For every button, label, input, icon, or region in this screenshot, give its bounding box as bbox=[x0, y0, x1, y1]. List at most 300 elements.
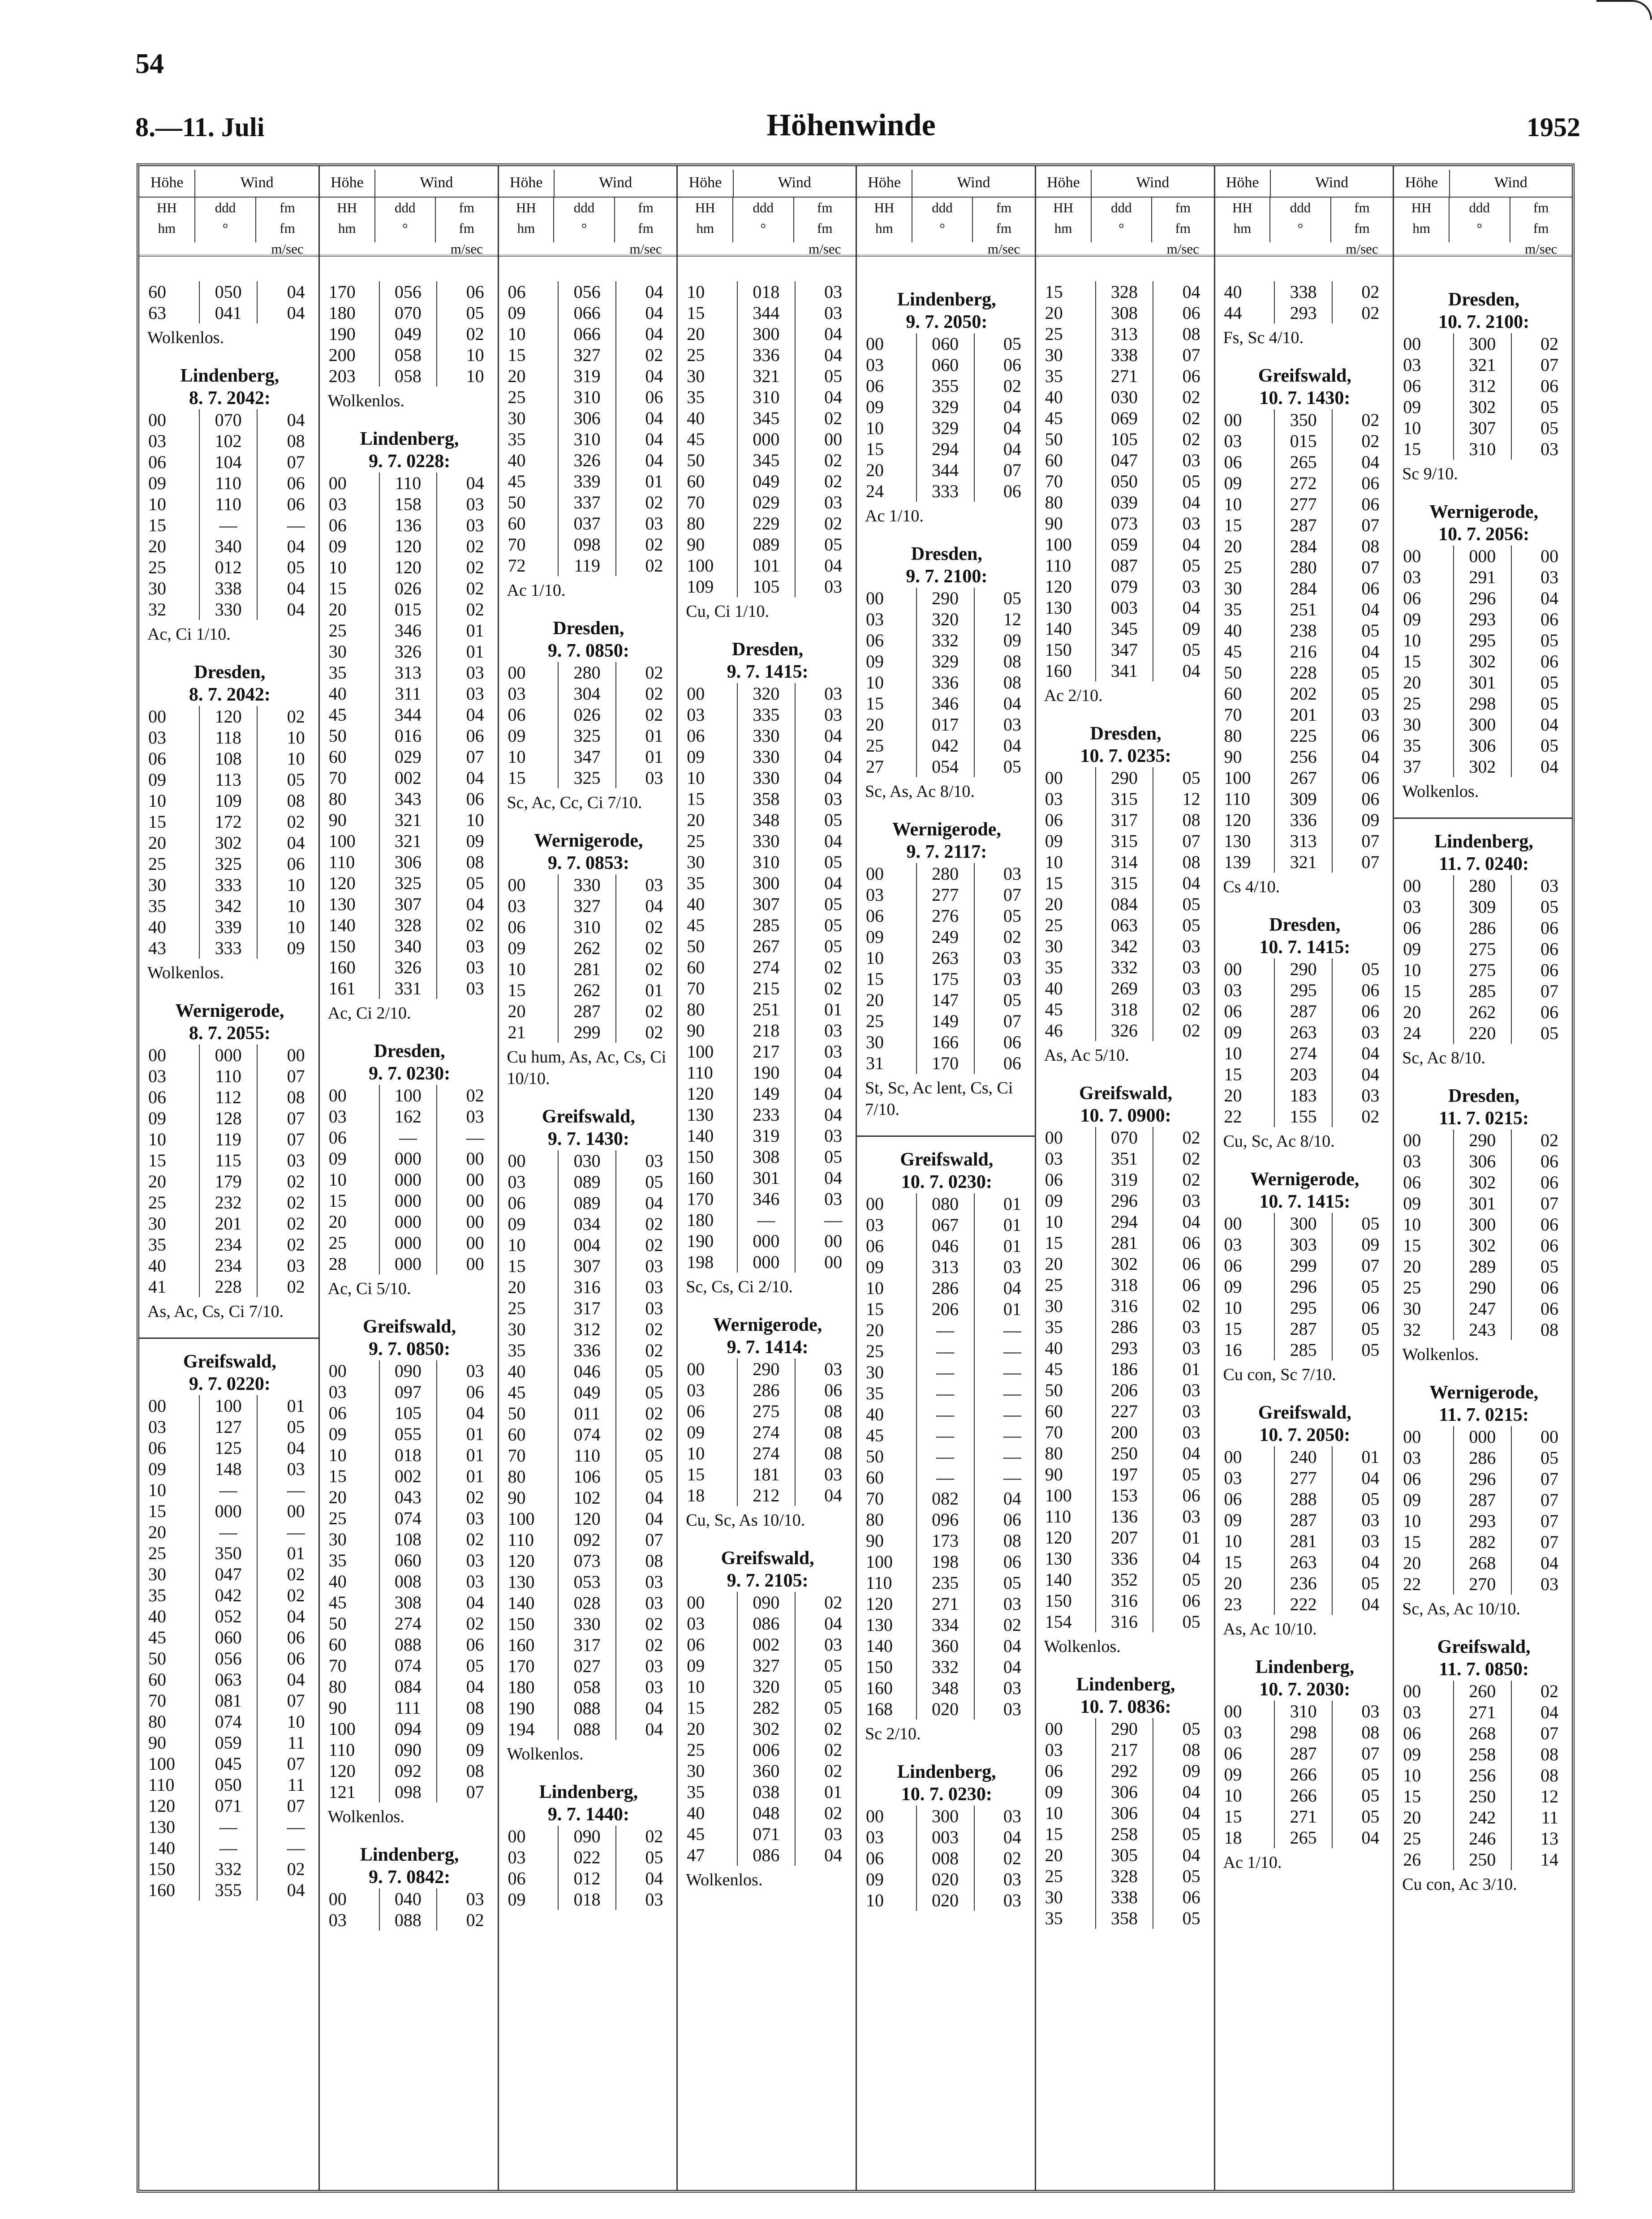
direction-value: 084 bbox=[1095, 894, 1154, 915]
speed-value: 02 bbox=[824, 408, 843, 428]
data-row bbox=[1400, 439, 1567, 460]
direction-value: 102 bbox=[199, 430, 258, 452]
direction-value: 060 bbox=[379, 1550, 438, 1571]
data-row bbox=[684, 344, 851, 366]
speed-value: 08 bbox=[1361, 1722, 1380, 1742]
data-row bbox=[505, 1889, 672, 1910]
direction-value: 336 bbox=[1274, 809, 1333, 830]
direction-value: 339 bbox=[558, 471, 616, 492]
direction-value: 049 bbox=[737, 471, 796, 492]
direction-value: 321 bbox=[379, 830, 438, 851]
speed-value: 00 bbox=[287, 1045, 305, 1065]
direction-value: 326 bbox=[558, 450, 616, 471]
speed-value: 04 bbox=[287, 1438, 305, 1458]
direction-value: 110 bbox=[199, 494, 258, 515]
speed-value: 10 bbox=[287, 1712, 305, 1732]
speed-value: 05 bbox=[645, 1172, 663, 1192]
direction-value: — bbox=[916, 1362, 975, 1383]
data-row bbox=[1042, 366, 1209, 387]
data-row bbox=[1222, 409, 1389, 430]
height-value: 80 bbox=[1045, 492, 1063, 512]
speed-value: 05 bbox=[1361, 1489, 1380, 1509]
speed-value: 03 bbox=[824, 1359, 843, 1379]
direction-value: 293 bbox=[1453, 609, 1512, 630]
height-value: 09 bbox=[148, 1108, 166, 1128]
height-value: 03 bbox=[1224, 1234, 1242, 1255]
height-value: 00 bbox=[328, 1361, 347, 1381]
height-value: 20 bbox=[148, 1522, 166, 1542]
direction-value: 325 bbox=[558, 725, 616, 746]
speed-value: 12 bbox=[1003, 609, 1021, 629]
speed-value: 05 bbox=[824, 894, 843, 914]
speed-value: 04 bbox=[645, 1698, 663, 1718]
direction-value: 216 bbox=[1274, 641, 1333, 662]
header-ddd: ddd ° bbox=[1092, 198, 1153, 242]
height-value: 00 bbox=[866, 1194, 884, 1214]
data-row bbox=[1222, 536, 1389, 557]
height-value: 25 bbox=[866, 1341, 884, 1361]
station-datetime: 9. 7. 1415: bbox=[727, 662, 809, 682]
data-row bbox=[1222, 1234, 1389, 1255]
table-column bbox=[318, 166, 498, 2190]
height-value: 130 bbox=[1045, 598, 1072, 618]
height-value: 110 bbox=[1045, 1506, 1071, 1527]
speed-value: 02 bbox=[645, 1403, 663, 1423]
height-value: 40 bbox=[1224, 620, 1242, 641]
direction-value: 008 bbox=[916, 1848, 975, 1869]
height-value: 03 bbox=[1403, 897, 1421, 917]
column-header bbox=[1394, 170, 1572, 257]
height-value: 03 bbox=[508, 684, 526, 704]
data-row bbox=[505, 1298, 672, 1319]
data-row bbox=[326, 1634, 493, 1655]
speed-value: 02 bbox=[1361, 303, 1380, 323]
height-value: 15 bbox=[1045, 1233, 1063, 1253]
direction-value: 041 bbox=[199, 302, 258, 323]
height-value: 03 bbox=[1403, 1448, 1421, 1468]
data-row bbox=[326, 894, 493, 915]
height-value: 03 bbox=[1224, 1468, 1242, 1488]
height-value: 160 bbox=[687, 1168, 714, 1188]
data-row bbox=[684, 1485, 851, 1506]
speed-value: 03 bbox=[1003, 1678, 1021, 1698]
height-value: 203 bbox=[328, 366, 356, 386]
speed-value: 05 bbox=[824, 366, 843, 386]
height-value: 09 bbox=[1403, 609, 1421, 629]
direction-value: 170 bbox=[916, 1053, 975, 1074]
direction-value: 286 bbox=[737, 1380, 796, 1401]
direction-value: 271 bbox=[1095, 366, 1154, 387]
data-row bbox=[863, 1425, 1030, 1446]
height-value: 10 bbox=[508, 747, 526, 767]
data-row bbox=[1400, 896, 1567, 917]
speed-value: 02 bbox=[1182, 1127, 1200, 1148]
height-value: 25 bbox=[148, 854, 166, 874]
height-value: 09 bbox=[866, 1257, 884, 1277]
direction-value: 120 bbox=[199, 706, 258, 727]
header-hh: HH hm bbox=[1215, 198, 1271, 242]
direction-value: 227 bbox=[1095, 1401, 1154, 1422]
speed-value: 04 bbox=[824, 1613, 843, 1634]
direction-value: 271 bbox=[1453, 1702, 1512, 1723]
height-value: 03 bbox=[866, 1215, 884, 1235]
column-body bbox=[678, 257, 856, 1900]
station-heading bbox=[146, 365, 314, 409]
speed-value: 12 bbox=[1540, 1786, 1559, 1806]
data-row bbox=[1400, 1510, 1567, 1531]
height-value: 06 bbox=[508, 1868, 526, 1888]
speed-value: 02 bbox=[824, 1761, 843, 1781]
data-row bbox=[505, 1487, 672, 1508]
data-row bbox=[146, 281, 314, 302]
data-row bbox=[1400, 1193, 1567, 1214]
data-row bbox=[863, 651, 1030, 672]
height-value: 15 bbox=[687, 789, 705, 809]
height-value: 50 bbox=[508, 1403, 526, 1423]
height-value: 100 bbox=[687, 555, 714, 576]
speed-value: 06 bbox=[1182, 1887, 1200, 1907]
station-datetime: 10. 7. 0900: bbox=[1080, 1105, 1171, 1126]
speed-value: 05 bbox=[466, 303, 484, 323]
direction-value: 286 bbox=[916, 1277, 975, 1299]
station-datetime: 11. 7. 0215: bbox=[1439, 1405, 1529, 1425]
station-heading bbox=[1222, 1402, 1389, 1446]
height-value: 20 bbox=[328, 1487, 347, 1507]
speed-value: 03 bbox=[645, 1889, 663, 1909]
cloud-note: Sc, As, Ac 8/10. bbox=[865, 782, 975, 801]
sounding-block bbox=[863, 543, 1030, 811]
station-heading bbox=[1042, 1673, 1209, 1718]
header-ddd: ddd ° bbox=[733, 198, 794, 242]
data-row bbox=[863, 1341, 1030, 1362]
speed-value: 00 bbox=[287, 1501, 305, 1521]
data-row bbox=[1400, 1786, 1567, 1807]
direction-value: 300 bbox=[1274, 1213, 1333, 1234]
data-row bbox=[1222, 302, 1389, 323]
page-number: 54 bbox=[135, 47, 164, 79]
data-row bbox=[1222, 1064, 1389, 1085]
data-row bbox=[505, 1826, 672, 1847]
direction-value: 310 bbox=[1274, 1701, 1333, 1722]
data-row bbox=[1400, 1023, 1567, 1044]
speed-value: 07 bbox=[1361, 852, 1380, 872]
data-row bbox=[863, 1404, 1030, 1425]
direction-value: 287 bbox=[1274, 1318, 1333, 1339]
data-row bbox=[684, 1041, 851, 1062]
station-datetime: 10. 7. 2056: bbox=[1438, 524, 1530, 545]
direction-value: — bbox=[916, 1341, 975, 1362]
direction-value: 345 bbox=[1095, 618, 1154, 639]
data-row bbox=[326, 851, 493, 873]
height-value: 00 bbox=[866, 334, 884, 354]
height-value: 00 bbox=[508, 875, 526, 895]
data-row bbox=[505, 1022, 672, 1043]
direction-value: 333 bbox=[199, 937, 258, 959]
height-value: 35 bbox=[148, 896, 166, 916]
speed-value: 08 bbox=[1182, 1740, 1200, 1760]
direction-value: 290 bbox=[1095, 1718, 1154, 1739]
speed-value: 05 bbox=[1182, 894, 1200, 914]
height-value: 161 bbox=[328, 978, 356, 998]
table-column bbox=[1035, 166, 1214, 2190]
speed-value: 06 bbox=[1182, 1254, 1200, 1274]
data-row bbox=[1222, 683, 1389, 704]
header-wind: Wind bbox=[1136, 174, 1170, 191]
height-value: 90 bbox=[328, 810, 347, 830]
direction-value: 229 bbox=[737, 513, 796, 534]
height-value: 09 bbox=[1045, 1191, 1063, 1211]
data-row bbox=[863, 947, 1030, 968]
direction-value: 249 bbox=[916, 926, 975, 947]
direction-value: 148 bbox=[199, 1458, 258, 1479]
speed-value: — bbox=[1003, 1341, 1021, 1361]
column-subheader-row bbox=[678, 198, 856, 257]
direction-value: 016 bbox=[379, 725, 438, 746]
data-row bbox=[505, 302, 672, 323]
speed-value: 05 bbox=[824, 1147, 843, 1167]
direction-value: 326 bbox=[1095, 1020, 1154, 1041]
direction-value: 108 bbox=[379, 1529, 438, 1550]
data-row bbox=[684, 1083, 851, 1104]
height-value: 03 bbox=[508, 896, 526, 916]
direction-value: 325 bbox=[558, 767, 616, 788]
height-value: 09 bbox=[687, 747, 705, 767]
direction-value: 302 bbox=[1453, 756, 1512, 777]
height-value: 35 bbox=[1045, 1908, 1063, 1928]
data-row bbox=[863, 1551, 1030, 1572]
sounding-block bbox=[505, 281, 672, 610]
direction-value: 088 bbox=[379, 1909, 438, 1931]
direction-value: 060 bbox=[916, 354, 975, 375]
data-row bbox=[863, 1488, 1030, 1509]
direction-value: — bbox=[199, 1479, 258, 1501]
data-row bbox=[863, 1656, 1030, 1677]
direction-value: 046 bbox=[558, 1361, 616, 1382]
data-row bbox=[146, 1564, 314, 1585]
data-row bbox=[146, 769, 314, 790]
station-name: Greifswald, bbox=[1079, 1083, 1173, 1104]
speed-value: 03 bbox=[1003, 714, 1021, 735]
height-value: 20 bbox=[687, 810, 705, 830]
header-ddd: ddd ° bbox=[554, 198, 615, 242]
direction-value: 333 bbox=[916, 481, 975, 502]
speed-value: 05 bbox=[1182, 1824, 1200, 1844]
height-value: 60 bbox=[1045, 1401, 1063, 1421]
data-row bbox=[146, 1276, 314, 1297]
data-row bbox=[684, 450, 851, 471]
speed-value: 01 bbox=[1182, 1359, 1200, 1379]
data-row bbox=[863, 1677, 1030, 1699]
speed-value: 04 bbox=[645, 1488, 663, 1508]
height-value: 10 bbox=[1045, 1803, 1063, 1823]
speed-value: 02 bbox=[1540, 1681, 1559, 1701]
data-row bbox=[146, 494, 314, 515]
height-value: 130 bbox=[328, 894, 356, 914]
direction-value: 251 bbox=[1274, 599, 1333, 620]
speed-value: 05 bbox=[1182, 640, 1200, 660]
data-row bbox=[326, 1781, 493, 1802]
direction-value: 316 bbox=[1095, 1295, 1154, 1316]
direction-value: 228 bbox=[199, 1276, 258, 1297]
direction-value: 042 bbox=[916, 735, 975, 756]
data-row bbox=[863, 1277, 1030, 1299]
height-value: 198 bbox=[687, 1252, 714, 1272]
data-row bbox=[863, 1362, 1030, 1383]
speed-value: 04 bbox=[466, 768, 484, 788]
height-value: 06 bbox=[508, 1193, 526, 1213]
speed-value: 01 bbox=[1003, 1236, 1021, 1256]
speed-value: 03 bbox=[1182, 936, 1200, 956]
speed-value: 04 bbox=[287, 578, 305, 598]
direction-value: 313 bbox=[379, 662, 438, 683]
speed-value: 03 bbox=[466, 1571, 484, 1591]
data-row bbox=[326, 915, 493, 936]
speed-value: 06 bbox=[1361, 726, 1380, 746]
speed-value: 08 bbox=[1003, 1531, 1021, 1551]
direction-value: — bbox=[916, 1425, 975, 1446]
data-row bbox=[505, 471, 672, 492]
height-value: 20 bbox=[148, 1171, 166, 1191]
speed-value: 06 bbox=[1361, 980, 1380, 1000]
direction-value: 186 bbox=[1095, 1359, 1154, 1380]
height-value: 35 bbox=[148, 1585, 166, 1605]
height-value: 20 bbox=[508, 366, 526, 386]
station-heading bbox=[684, 1547, 851, 1592]
direction-value: 006 bbox=[737, 1739, 796, 1760]
speed-value: 10 bbox=[287, 748, 305, 769]
height-value: 25 bbox=[1045, 324, 1063, 344]
height-value: 06 bbox=[1403, 588, 1421, 608]
data-row bbox=[863, 1235, 1030, 1256]
station-datetime: 10. 7. 0230: bbox=[901, 1784, 992, 1805]
direction-value: 153 bbox=[1095, 1485, 1154, 1506]
speed-value: 03 bbox=[1540, 1574, 1559, 1594]
height-value: 09 bbox=[1224, 1277, 1242, 1297]
station-heading bbox=[326, 1316, 493, 1360]
speed-value: 01 bbox=[1182, 1527, 1200, 1548]
direction-value: 084 bbox=[379, 1676, 438, 1697]
direction-value: 277 bbox=[1274, 494, 1333, 515]
data-row bbox=[1222, 1531, 1389, 1552]
height-value: 35 bbox=[328, 662, 347, 683]
column-subheader-row bbox=[1394, 198, 1572, 257]
speed-value: 04 bbox=[1182, 1803, 1200, 1823]
direction-value: 000 bbox=[379, 1232, 438, 1253]
data-row bbox=[1222, 1318, 1389, 1339]
sounding-block bbox=[684, 638, 851, 1307]
speed-value: 04 bbox=[824, 747, 843, 767]
speed-value: 08 bbox=[466, 1698, 484, 1718]
station-name: Greifswald, bbox=[1258, 366, 1351, 386]
speed-value: 07 bbox=[466, 1782, 484, 1802]
direction-value: 330 bbox=[737, 767, 796, 788]
direction-value: 000 bbox=[737, 1230, 796, 1251]
direction-value: 070 bbox=[1095, 1127, 1154, 1148]
data-row bbox=[1400, 1574, 1567, 1595]
speed-value: 04 bbox=[645, 282, 663, 302]
data-row bbox=[1042, 534, 1209, 555]
data-row bbox=[684, 1845, 851, 1866]
data-row bbox=[1400, 1468, 1567, 1489]
direction-value: 086 bbox=[737, 1845, 796, 1866]
direction-value: 073 bbox=[1095, 513, 1154, 534]
header-hoehe: Höhe bbox=[139, 170, 195, 197]
height-value: 100 bbox=[328, 831, 356, 851]
speed-value: 04 bbox=[1182, 598, 1200, 618]
cloud-note: Ac 1/10. bbox=[1223, 1853, 1282, 1872]
height-value: 10 bbox=[1224, 1531, 1242, 1551]
direction-value: 325 bbox=[199, 853, 258, 874]
data-row bbox=[505, 1868, 672, 1889]
data-row bbox=[146, 1501, 314, 1522]
direction-value: 112 bbox=[199, 1087, 258, 1108]
direction-value: 198 bbox=[916, 1551, 975, 1572]
speed-value: 06 bbox=[1540, 1214, 1559, 1234]
data-row bbox=[326, 809, 493, 830]
data-row bbox=[505, 1571, 672, 1592]
direction-value: 000 bbox=[199, 1045, 258, 1066]
speed-value: 02 bbox=[1182, 408, 1200, 428]
speed-value: 02 bbox=[645, 555, 663, 576]
data-row bbox=[1222, 1339, 1389, 1360]
height-value: 140 bbox=[328, 915, 356, 935]
direction-value: 290 bbox=[916, 588, 975, 609]
data-row bbox=[505, 662, 672, 683]
data-row bbox=[146, 1879, 314, 1901]
station-heading bbox=[505, 1105, 672, 1150]
height-value: 00 bbox=[1403, 334, 1421, 354]
speed-value: 05 bbox=[1003, 334, 1021, 354]
height-value: 00 bbox=[1403, 1130, 1421, 1150]
speed-value: — bbox=[1003, 1320, 1021, 1340]
height-value: 45 bbox=[1045, 999, 1063, 1019]
direction-value: 120 bbox=[558, 1508, 616, 1529]
station-heading bbox=[863, 543, 1030, 588]
speed-value: 02 bbox=[287, 1213, 305, 1234]
direction-value: 300 bbox=[1453, 333, 1512, 354]
data-row bbox=[1042, 387, 1209, 408]
speed-value: 06 bbox=[1540, 609, 1559, 629]
direction-value: 300 bbox=[737, 873, 796, 894]
direction-value: 101 bbox=[737, 555, 796, 576]
height-value: 70 bbox=[1045, 471, 1063, 491]
height-value: 06 bbox=[1224, 1001, 1242, 1021]
direction-value: 346 bbox=[379, 620, 438, 641]
height-value: 03 bbox=[866, 355, 884, 375]
speed-value: 02 bbox=[824, 957, 843, 977]
height-value: 15 bbox=[148, 1501, 166, 1521]
direction-value: 360 bbox=[737, 1760, 796, 1781]
height-value: 00 bbox=[687, 1359, 705, 1379]
height-value: 40 bbox=[1045, 387, 1063, 407]
direction-value: 056 bbox=[199, 1648, 258, 1669]
direction-value: 000 bbox=[379, 1169, 438, 1190]
speed-value: 03 bbox=[1182, 1317, 1200, 1337]
cloud-note: Ac, Ci 2/10. bbox=[327, 1004, 411, 1023]
direction-value: 329 bbox=[916, 417, 975, 439]
speed-value: 07 bbox=[287, 452, 305, 472]
height-value: 20 bbox=[1045, 1845, 1063, 1865]
speed-value: 06 bbox=[1361, 578, 1380, 598]
direction-value: 326 bbox=[379, 641, 438, 662]
station-datetime: 9. 7. 0230: bbox=[369, 1063, 451, 1084]
data-row bbox=[326, 1739, 493, 1760]
direction-value: 073 bbox=[558, 1550, 616, 1571]
height-value: 25 bbox=[866, 735, 884, 756]
direction-value: 317 bbox=[558, 1634, 616, 1656]
direction-value: 302 bbox=[199, 832, 258, 853]
cloud-note: Wolkenlos. bbox=[507, 1745, 584, 1763]
